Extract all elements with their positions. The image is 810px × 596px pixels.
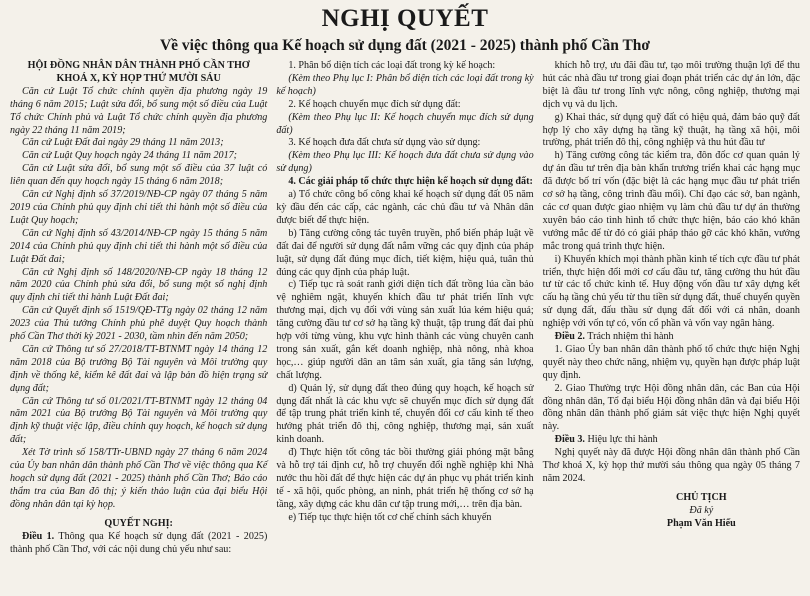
legal-bases xyxy=(10,86,267,512)
paragraph: Căn cứ Nghị định số 43/2014/NĐ-CP ngày 15 tháng 5 năm 2014 của Chính phủ quy định chi tiết thi hành một số điều của Luật Đất đai; xyxy=(10,227,268,265)
paragraph: khích hỗ trợ, ưu đãi đầu tư, tạo môi trường thuận lợi để thu hút các nhà đầu tư trong giai đoạn phát triển các dự án lớn, đặc biệt là đầu tư trong lĩnh vực nông, công nghiệp, thương mại dịch vụ và du lịch. xyxy=(542,60,800,110)
signature-note: Đã ký xyxy=(689,504,714,516)
article-2-label: Điều 2. xyxy=(554,331,585,343)
item-2-note: (Kèm theo Phụ lục II: Kế hoạch chuyển mục đích sử dụng đất) xyxy=(276,111,534,136)
solution-paragraphs xyxy=(276,189,533,525)
signature-title: CHỦ TỊCH xyxy=(676,491,727,503)
item-3: 3. Kế hoạch đưa đất chưa sử dụng vào sử dụng: xyxy=(288,137,481,149)
page-title: NGHỊ QUYẾT xyxy=(321,5,489,32)
paragraph: Xét Tờ trình số 158/TTr-UBND ngày 27 tháng 6 năm 2024 của Ủy ban nhân dân thành phố Cần Thơ về việc thông qua Kế hoạch sử dụng đất (2021 - 2025) thành phố Cần Thơ; Báo cáo thẩm tra của Ban đô thị; ý kiến thảo luận của đại biểu Hội đồng nhân dân tại kỳ họp. xyxy=(10,447,268,510)
paragraph: e) Tiếp tục thực hiện tốt cơ chế chính sách khuyến xyxy=(288,511,492,523)
article-2 xyxy=(543,331,800,344)
paragraph: d) Quản lý, sử dụng đất theo đúng quy hoạch, kế hoạch sử dụng đất nhất là các khu vực sẽ chuyển mục đích sử dụng đất để tập trung phát triển kinh tế, chuyển đổi cơ cấu kinh tế theo hướng phát triển đô thị, công nghiệp, thương mại, sản xuất kinh doanh. xyxy=(276,382,534,446)
paragraph: Căn cứ Thông tư số 27/2018/TT-BTNMT ngày 14 tháng 12 năm 2018 của Bộ trưởng Bộ Tài nguyên và Môi trường quy định về thống kê, kiểm kê đất đai và lập bản đồ hiện trạng sử dụng đất; xyxy=(10,343,268,394)
resolves-heading: QUYẾT NGHỊ: xyxy=(104,517,173,529)
paragraph: Căn cứ Nghị định số 37/2019/NĐ-CP ngày 07 tháng 5 năm 2019 của Chính phủ quy định chi tiết thi hành một số điều của Luật Quy hoạch; xyxy=(10,189,268,226)
paragraph: i) Khuyến khích mọi thành phần kinh tế tích cực đầu tư phát triển, thực hiện đổi mới cơ cấu đầu tư, tăng cường thu hút đầu tư từ các tổ chức kinh tế. Huy động vốn đầu tư xây dựng kết cấu hạ tầng chủ yếu từ thu tiền sử dụng đất, thuế chuyển quyền sử dụng đất, đấu thầu sử dụng đất đối với cá nhân, doanh nghiệp với vốn tự có, vốn cổ phần và vốn vay ngân hàng. xyxy=(542,253,800,330)
paragraph: g) Khai thác, sử dụng quỹ đất có hiệu quả, đảm bảo quỹ đất hợp lý cho xây dựng hạ tầng kỹ thuật, hạ tầng xã hội, môi trường, phát triển đô thị, công nghiệp và thu hút đầu tư xyxy=(542,111,800,149)
article-2-para-1: 1. Giao Ủy ban nhân dân thành phố tổ chức thực hiện Nghị quyết này theo chức năng, nhiệm vụ, quyền hạn được pháp luật quy định. xyxy=(542,343,800,381)
paragraph: Căn cứ Quyết định số 1519/QĐ-TTg ngày 02 tháng 12 năm 2023 của Thủ tướng Chính phủ phê duyệt Quy hoạch thành phố Cần Thơ thời kỳ 2021 - 2030, tầm nhìn đến năm 2050; xyxy=(10,305,268,343)
continued-paragraphs xyxy=(543,60,800,331)
article-1-text: Thông qua Kế hoạch sử dụng đất (2021 - 2025) thành phố Cần Thơ, với các nội dung chủ yếu như sau: xyxy=(10,530,268,555)
council-name: HỘI ĐỒNG NHÂN DÂN THÀNH PHỐ CẦN THƠ xyxy=(27,60,250,71)
paragraph: đ) Thực hiện tốt công tác bồi thường giải phóng mặt bằng và hỗ trợ tái định cư, hỗ trợ chuyển đổi nghề nghiệp khi Nhà nước thu hồi đất để thực hiện các dự án phục vụ phát triển kinh tế - xã hội, quốc phòng, an ninh, phát triển hệ thống cơ sở hạ tầng, xây dựng các khu dân cư tập trung mới,… trên địa bàn. xyxy=(276,447,534,510)
paragraph: a) Tổ chức công bố công khai kế hoạch sử dụng đất 05 năm kỳ đầu đến các cấp, các ngành, các chủ đầu tư và Nhân dân được biết để thực hiện. xyxy=(276,189,534,226)
column-3 xyxy=(543,60,800,556)
paragraph: Căn cứ Thông tư số 01/2021/TT-BTNMT ngày 12 tháng 04 năm 2021 của Bộ trưởng Bộ Tài nguyên và Môi trường quy định kỹ thuật việc lập, điều chỉnh quy hoạch, kế hoạch sử dụng đất; xyxy=(10,395,268,446)
column-2 xyxy=(276,60,533,556)
item-1-note: (Kèm theo Phụ lục I: Phân bổ diện tích các loại đất trong kỳ kế hoạch) xyxy=(276,72,534,97)
paragraph: Căn cứ Luật Đất đai ngày 29 tháng 11 năm 2013; xyxy=(22,137,224,149)
paragraph: h) Tăng cường công tác kiểm tra, đôn đốc cơ quan quản lý dự án đầu tư trên địa bàn khẩn trương triển khai các hạng mục đã được bố trí vốn (đặc biệt là các hạng mục đầu tư phát triển cơ sở hạ tầng, công trình đầu mối). Chỉ đạo các sở, ban ngành, các cơ quan được giao nhiệm vụ làm chủ đầu tư dự án thường xuyên báo cáo tình hình tổ chức thực hiện, báo cáo khó khăn vướng mắc để từ đó có giải pháp tháo gỡ các khó khăn, vướng mắc trong quá trình thực hiện. xyxy=(542,150,800,252)
page-subtitle: Về việc thông qua Kế hoạch sử dụng đất (2021 - 2025) thành phố Cần Thơ xyxy=(159,37,650,54)
item-1: 1. Phân bổ diện tích các loại đất trong kỳ kế hoạch: xyxy=(288,60,496,71)
item-2: 2. Kế hoạch chuyển mục đích sử dụng đất: xyxy=(288,98,461,110)
item-4: 4. Các giải pháp tổ chức thực hiện kế hoạch sử dụng đất: xyxy=(288,176,533,188)
article-1 xyxy=(10,531,267,557)
item-3-note: (Kèm theo Phụ lục III: Kế hoạch đưa đất chưa sử dụng vào sử dụng) xyxy=(276,150,534,175)
column-1 xyxy=(10,60,267,556)
article-3-label: Điều 3. xyxy=(554,434,585,446)
article-columns xyxy=(10,60,800,556)
paragraph: c) Tiếp tục rà soát ranh giới diện tích đất trồng lúa cần bảo vệ nghiêm ngặt, khuyến khích đầu tư phát triển lĩnh vực thương mại, dịch vụ đối với vùng sản xuất lúa kém hiệu quả; tăng cường đầu tư cơ sở hạ tầng kỹ thuật, tập trung đất đai phù hợp với từng vùng, khu vực hình thành các vùng chuyên canh trong sản xuất, gắn kết doanh nghiệp, nhà nông, nhà khoa học,… giúp người dân an tâm sản xuất, gia tăng sản lượng, chất lượng. xyxy=(276,279,534,381)
article-1-label: Điều 1. xyxy=(22,530,55,542)
paragraph: Căn cứ Luật sửa đổi, bổ sung một số điều của 37 luật có liên quan đến quy hoạch ngày 15 tháng 6 năm 2018; xyxy=(10,163,268,188)
article-2-para-2: 2. Giao Thường trực Hội đồng nhân dân, các Ban của Hội đồng nhân dân, Tổ đại biểu Hội đồng nhân dân và đại biểu Hội đồng nhân dân thành phố giám sát việc thực hiện Nghị quyết này. xyxy=(542,382,800,433)
paragraph: b) Tăng cường công tác tuyên truyền, phổ biến pháp luật về đất đai để người sử dụng đất nắm vững các quy định của pháp luật, sử dụng đất đúng mục đích, tiết kiệm, hiệu quả, tuân thủ đúng các quy định của pháp luật. xyxy=(276,227,534,278)
paragraph: Căn cứ Nghị định số 148/2020/NĐ-CP ngày 18 tháng 12 năm 2020 của Chính phủ sửa đổi, bổ sung một số nghị định quy định chi tiết thi hành Luật Đất đai; xyxy=(10,266,268,304)
paragraph: Căn cứ Luật Quy hoạch ngày 24 tháng 11 năm 2017; xyxy=(22,150,238,162)
signature-name: Phạm Văn Hiếu xyxy=(666,517,736,529)
article-3-text: Hiệu lực thi hành xyxy=(584,434,658,446)
paragraph: Căn cứ Luật Tổ chức chính quyền địa phương ngày 19 tháng 6 năm 2015; Luật sửa đổi, bổ sung một số điều của Luật Tổ chức Chính phủ và Luật Tổ chức chính quyền địa phương ngày 22 tháng 11 năm 2019; xyxy=(10,85,268,136)
council-session: KHOÁ X, KỲ HỌP THỨ MƯỜI SÁU xyxy=(56,72,221,84)
article-2-text: Trách nhiệm thi hành xyxy=(584,331,674,343)
article-3-para-1: Nghị quyết này đã được Hội đồng nhân dân thành phố Cần Thơ khoá X, kỳ họp thứ mười sáu thông qua ngày 05 tháng 7 năm 2024. xyxy=(542,447,800,484)
article-3 xyxy=(543,434,800,447)
